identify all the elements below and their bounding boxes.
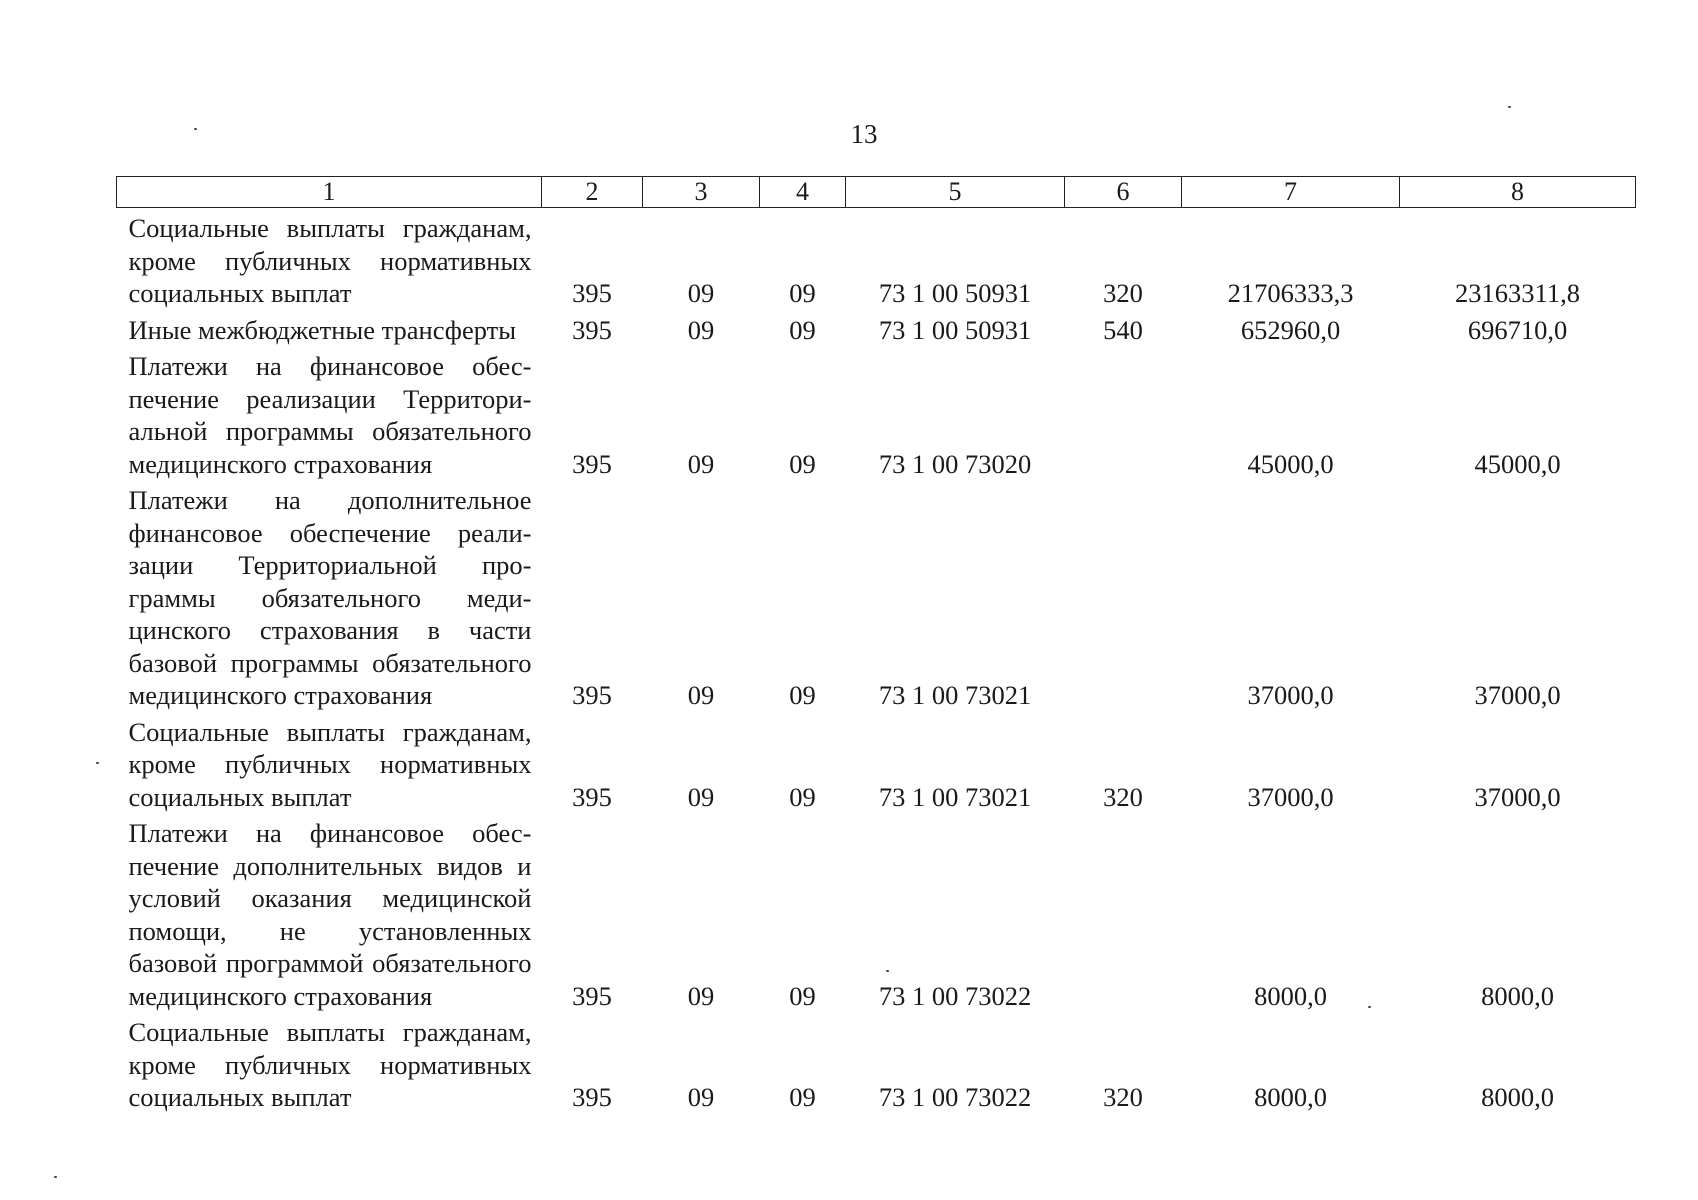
column-header-3: 3 xyxy=(643,177,760,208)
column-header-2: 2 xyxy=(542,177,643,208)
cell-col-8: 8000,0 xyxy=(1481,980,1554,1011)
table-row xyxy=(117,480,1636,712)
cell-col-6 xyxy=(1065,813,1182,1012)
column-header-1: 1 xyxy=(117,177,542,208)
row-description: Платежи на дополнительное финансовое обеспечение реализации Территориальной программы обязательного медицинского страхования в части базовой программы обязательного медицинского страхования xyxy=(128,485,532,710)
scan-speck xyxy=(54,1176,57,1178)
cell-col-8: 37000,0 xyxy=(1474,680,1561,710)
cell-col-5: 73 1 00 73020 xyxy=(878,448,1032,479)
budget-table xyxy=(116,176,1636,1114)
row-description: Иные межбюджетные трансферты xyxy=(128,314,516,345)
cell-col-5: 73 1 00 73022 xyxy=(878,980,1032,1011)
table-body xyxy=(117,208,1636,1114)
cell-col-8: 696710,0 xyxy=(1467,314,1568,345)
cell-col-6: 320 xyxy=(1103,781,1143,812)
scan-speck xyxy=(96,762,99,764)
cell-col-2: 395 xyxy=(572,278,612,308)
row-description: Платежи на финансовое обеспечение дополнительных видов и условий оказания медицинской помощи, не установленных базовой программой обязательного медицинского страхования xyxy=(128,818,532,1011)
cell-col-3: 09 xyxy=(687,448,715,479)
budget-table-container xyxy=(116,176,1635,1114)
cell-col-5: 73 1 00 73021 xyxy=(878,680,1032,710)
table-row xyxy=(117,310,1636,347)
cell-col-3: 09 xyxy=(687,781,715,812)
cell-col-2: 395 xyxy=(572,448,612,479)
cell-col-2: 395 xyxy=(572,1082,612,1112)
cell-col-2: 395 xyxy=(572,314,612,345)
cell-col-5: 73 1 00 73021 xyxy=(878,781,1032,812)
table-row xyxy=(117,712,1636,814)
column-header-6: 6 xyxy=(1065,177,1182,208)
cell-col-7: 8000,0 xyxy=(1254,1082,1327,1112)
table-row xyxy=(117,346,1636,480)
cell-col-4: 09 xyxy=(789,980,816,1011)
table-row xyxy=(117,1012,1636,1114)
cell-col-4: 09 xyxy=(789,278,816,308)
table-row xyxy=(117,813,1636,1012)
cell-col-8: 37000,0 xyxy=(1474,781,1561,812)
cell-col-3: 09 xyxy=(687,278,715,308)
header-row xyxy=(117,177,1636,208)
table-row xyxy=(117,208,1636,310)
row-description: Платежи на финансовое обеспечение реализации Территориальной программы обязательного медицинского страхования xyxy=(128,351,532,479)
row-description: Социальные выплаты гражданам, кроме публичных нормативных социальных выплат xyxy=(128,1017,532,1112)
cell-col-4: 09 xyxy=(789,314,816,345)
cell-col-2: 395 xyxy=(572,781,612,812)
page-number: 13 xyxy=(850,119,878,149)
cell-col-2: 395 xyxy=(572,980,612,1011)
cell-col-3: 09 xyxy=(687,1082,715,1112)
cell-col-8: 8000,0 xyxy=(1481,1082,1554,1112)
cell-col-7: 652960,0 xyxy=(1240,314,1341,345)
cell-col-7: 45000,0 xyxy=(1247,448,1334,479)
row-description: Социальные выплаты гражданам, кроме публичных нормативных социальных выплат xyxy=(128,213,532,308)
cell-col-6 xyxy=(1065,346,1182,480)
cell-col-8: 45000,0 xyxy=(1474,448,1561,479)
cell-col-7: 8000,0 xyxy=(1254,980,1327,1011)
cell-col-3: 09 xyxy=(687,680,715,710)
scan-speck xyxy=(194,128,197,130)
scan-speck xyxy=(1368,1006,1371,1008)
cell-col-5: 73 1 00 50931 xyxy=(878,278,1032,308)
cell-col-6: 540 xyxy=(1103,314,1143,345)
cell-col-6 xyxy=(1065,480,1182,712)
cell-col-7: 37000,0 xyxy=(1247,781,1334,812)
cell-col-2: 395 xyxy=(572,680,612,710)
scan-speck xyxy=(886,970,889,972)
cell-col-3: 09 xyxy=(687,314,715,345)
cell-col-3: 09 xyxy=(687,980,715,1011)
column-header-8: 8 xyxy=(1400,177,1636,208)
cell-col-6: 320 xyxy=(1103,278,1143,308)
cell-col-4: 09 xyxy=(789,448,816,479)
cell-col-5: 73 1 00 50931 xyxy=(878,314,1032,345)
row-description: Социальные выплаты гражданам, кроме публичных нормативных социальных выплат xyxy=(128,716,532,812)
cell-col-7: 21706333,3 xyxy=(1227,278,1354,308)
cell-col-6: 320 xyxy=(1103,1082,1143,1112)
cell-col-7: 37000,0 xyxy=(1247,680,1334,710)
cell-col-4: 09 xyxy=(789,1082,816,1112)
scan-speck xyxy=(1508,106,1511,108)
column-header-4: 4 xyxy=(760,177,846,208)
column-header-7: 7 xyxy=(1182,177,1400,208)
cell-col-4: 09 xyxy=(789,680,816,710)
table-header xyxy=(117,177,1636,208)
column-header-5: 5 xyxy=(846,177,1065,208)
cell-col-5: 73 1 00 73022 xyxy=(878,1082,1032,1112)
cell-col-4: 09 xyxy=(789,781,816,812)
cell-col-8: 23163311,8 xyxy=(1455,278,1580,308)
